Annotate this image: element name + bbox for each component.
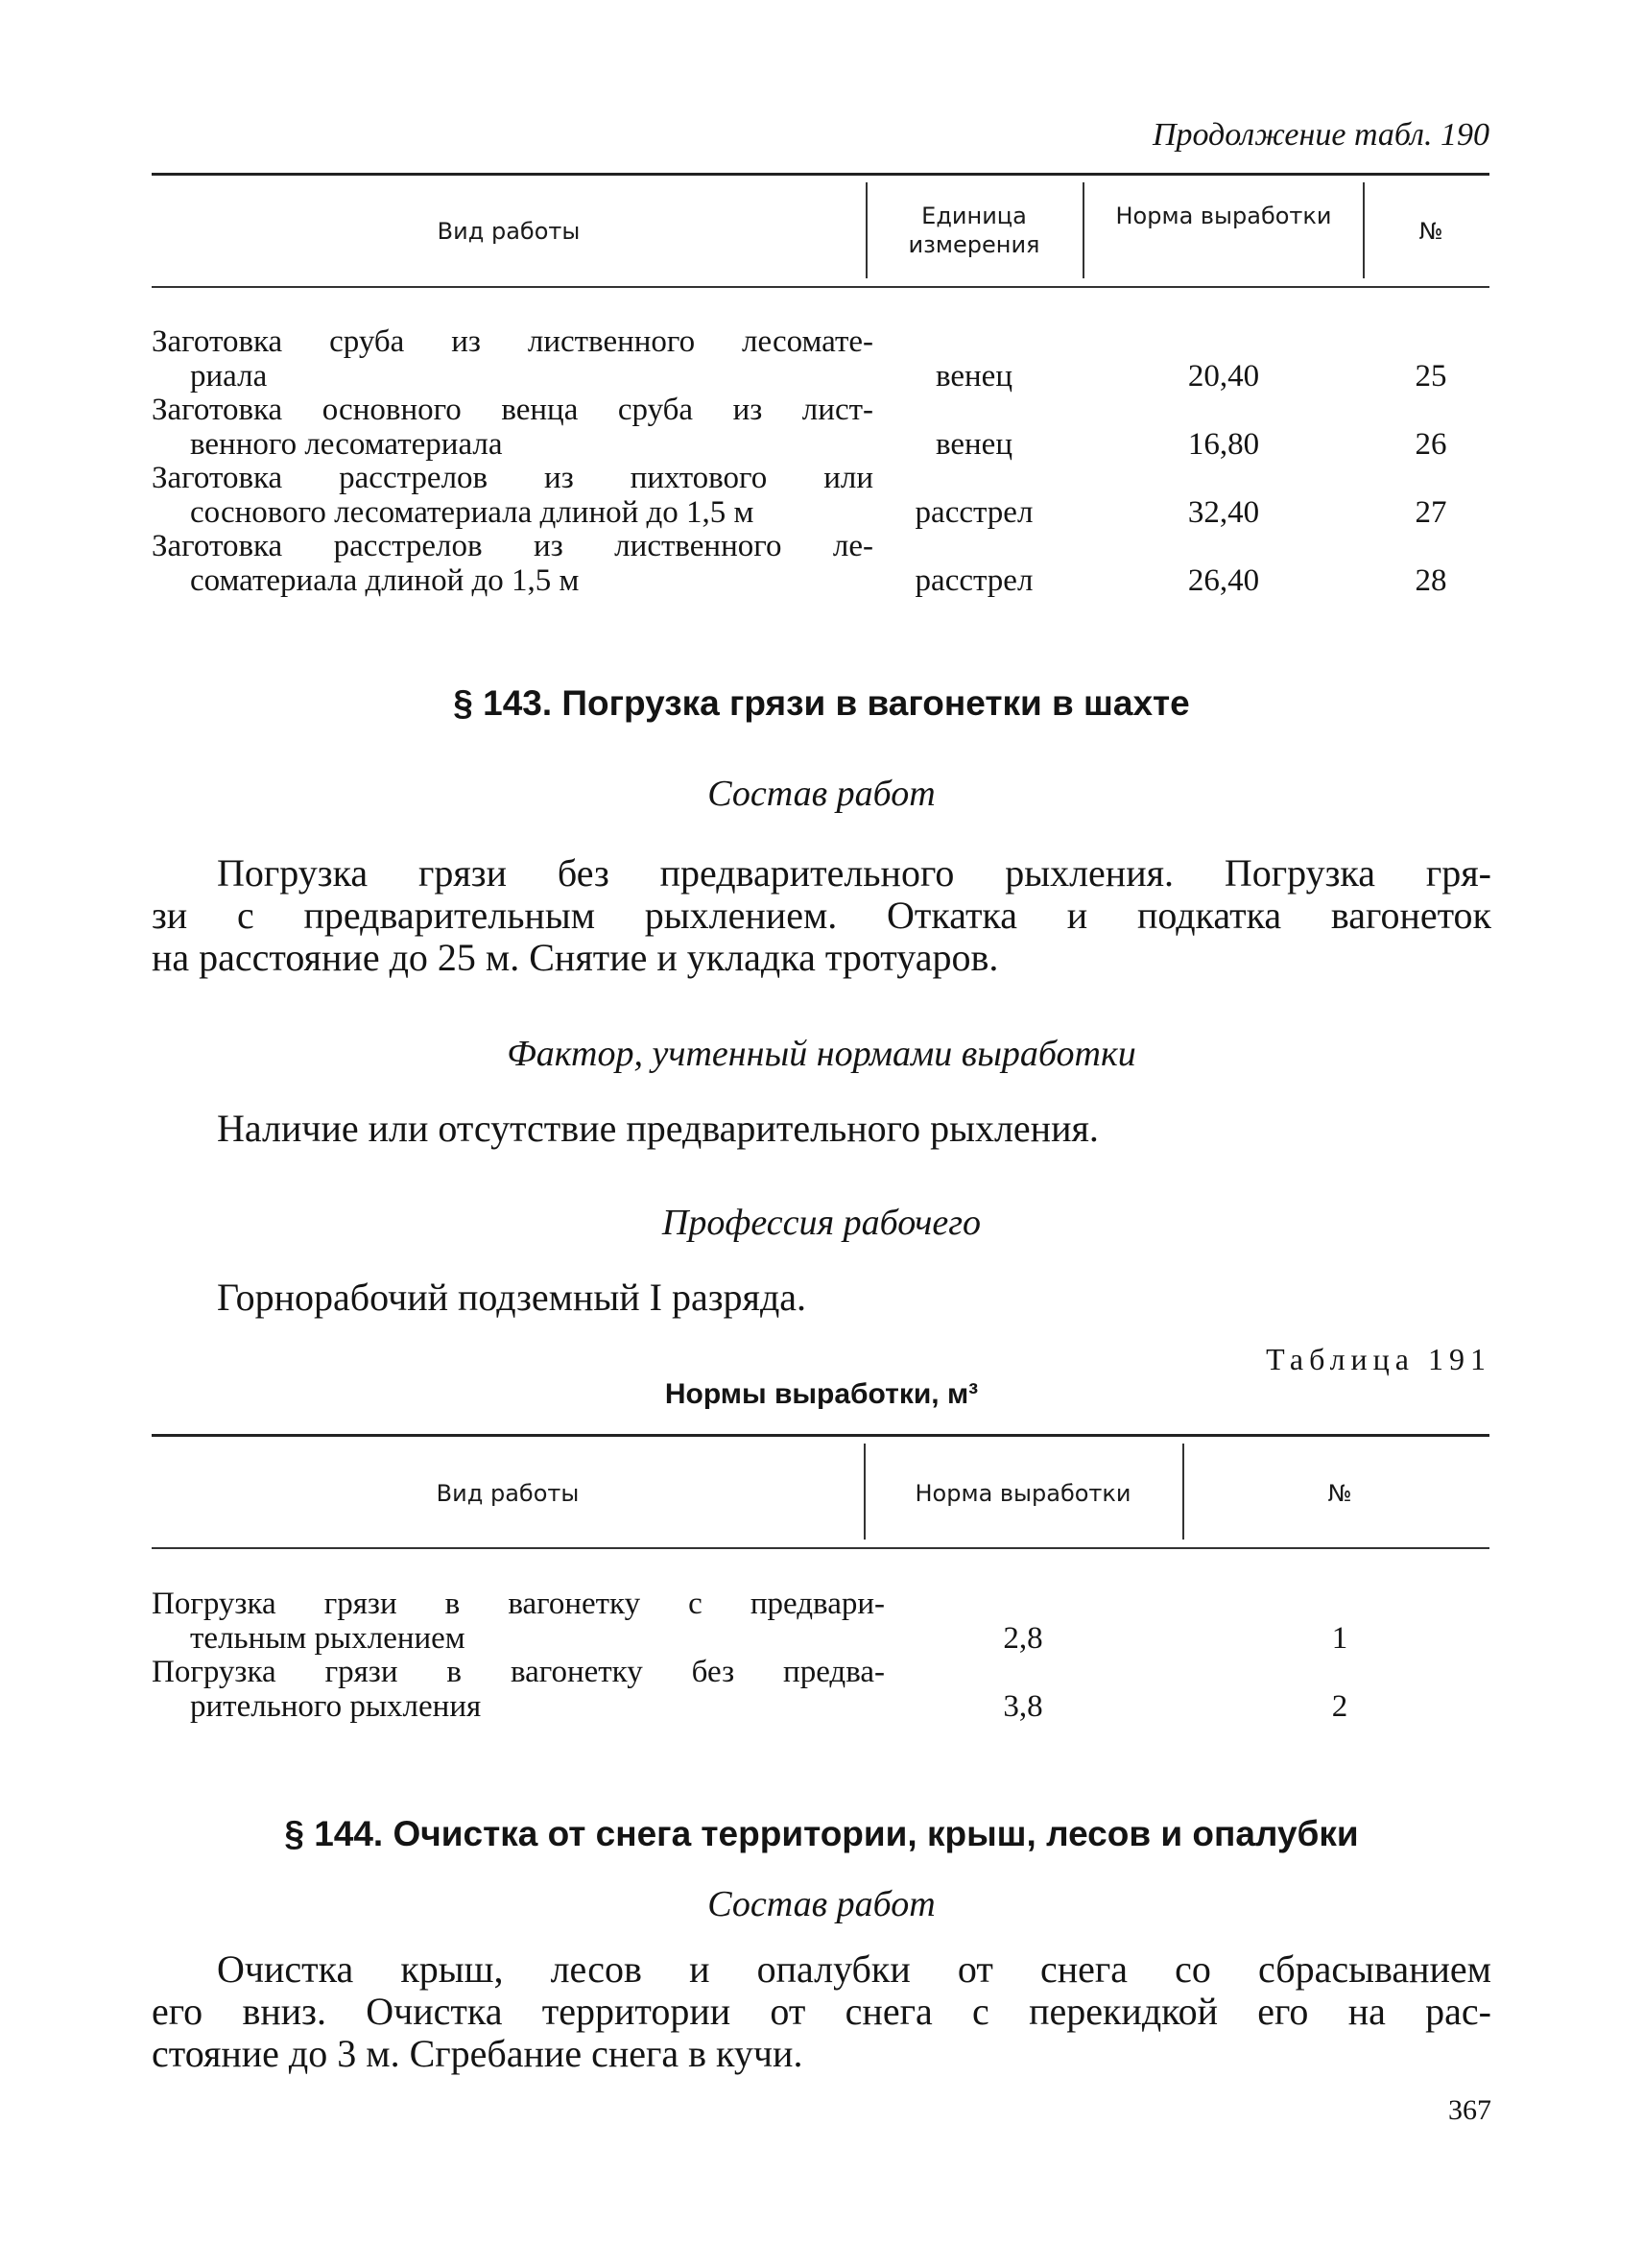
composition-paragraph	[152, 1948, 1491, 2075]
norm-cell: 16,80	[1187, 427, 1260, 462]
number-cell: 27	[1415, 495, 1447, 530]
composition-paragraph	[152, 852, 1491, 979]
section-144-title: § 144. Очистка от снега территории, крыш, лесов и опалубки	[284, 1814, 1359, 1853]
work-description: Заготовка сруба из лиственного лесомате-	[152, 324, 873, 359]
norm-cell: 2,8	[1003, 1621, 1043, 1656]
paragraph-line: Наличие или отсутствие предварительного рыхления.	[217, 1107, 1099, 1150]
column-header-norm: Норма выработки	[1115, 203, 1332, 229]
number-cell: 26	[1415, 427, 1447, 462]
column-divider	[866, 182, 868, 278]
norm-cell: 3,8	[1003, 1689, 1043, 1724]
paragraph-line: Очистка крыш, лесов и опалубки от снега со сбрасыванием	[217, 1947, 1491, 1991]
factor-paragraph	[152, 1108, 1491, 1150]
unit-cell: венец	[935, 359, 1012, 394]
paragraph-line: стояние до 3 м. Сгребание снега в кучи.	[152, 2032, 803, 2075]
norm-cell: 26,40	[1187, 563, 1260, 598]
table-top-rule	[152, 1434, 1489, 1437]
table-continuation-caption: Продолжение табл. 190	[1152, 117, 1489, 153]
work-description-cont: соматериала длиной до 1,5 м	[190, 563, 580, 598]
page-number: 367	[1448, 2094, 1491, 2126]
column-header-unit: Единица измерения	[908, 203, 1040, 258]
column-header-work: Вид работы	[437, 218, 581, 245]
column-header-norm: Норма выработки	[915, 1480, 1131, 1507]
table-header-rule	[152, 286, 1489, 288]
unit-cell: венец	[935, 427, 1012, 462]
column-header-work: Вид работы	[436, 1480, 580, 1507]
paragraph-line: на расстояние до 25 м. Снятие и укладка тротуаров.	[152, 936, 999, 979]
composition-heading: Состав работ	[707, 1884, 936, 1924]
norm-cell: 20,40	[1187, 359, 1260, 394]
paragraph-line: Погрузка грязи без предварительного рыхления. Погрузка гря-	[217, 851, 1491, 895]
paragraph-line: Горнорабочий подземный I разряда.	[217, 1276, 807, 1319]
column-divider	[1182, 1444, 1184, 1540]
number-cell: 28	[1415, 563, 1447, 598]
table-191-label: Таблица 191	[1266, 1342, 1491, 1376]
work-description: Погрузка грязи в вагонетку с предвари-	[152, 1587, 885, 1621]
work-description: Заготовка расстрелов из пихтового или	[152, 461, 873, 495]
column-divider	[864, 1444, 866, 1540]
work-description-cont: рительного рыхления	[190, 1689, 482, 1724]
number-cell: 1	[1331, 1621, 1348, 1656]
column-header-num: №	[1327, 1480, 1352, 1507]
work-description-cont: тельным рыхлением	[190, 1621, 465, 1656]
table-191-title: Нормы выработки, м³	[664, 1378, 979, 1410]
profession-paragraph	[152, 1277, 1491, 1319]
work-description: Заготовка расстрелов из лиственного ле-	[152, 529, 873, 563]
column-divider	[1363, 182, 1365, 278]
work-description-cont: соснового лесоматериала длиной до 1,5 м	[190, 495, 754, 530]
work-description-cont: риала	[190, 359, 268, 394]
norm-cell: 32,40	[1187, 495, 1260, 530]
composition-heading: Состав работ	[707, 774, 936, 814]
paragraph-line: зи с предварительным рыхлением. Откатка и подкатка вагонеток	[152, 894, 1491, 937]
work-description: Заготовка основного венца сруба из лист-	[152, 393, 873, 427]
column-divider	[1083, 182, 1084, 278]
factor-heading: Фактор, учтенный нормами выработки	[507, 1034, 1136, 1074]
paragraph-line: его вниз. Очистка территории от снега с перекидкой его на рас-	[152, 1990, 1491, 2033]
table-header-rule	[152, 1547, 1489, 1549]
section-143-title: § 143. Погрузка грязи в вагонетки в шахте	[453, 683, 1190, 723]
work-description: Погрузка грязи в вагонетку без предва-	[152, 1655, 885, 1689]
table-top-rule	[152, 173, 1489, 176]
unit-cell: расстрел	[915, 563, 1034, 598]
profession-heading: Профессия рабочего	[661, 1203, 982, 1243]
work-description-cont: венного лесоматериала	[190, 427, 503, 462]
number-cell: 25	[1415, 359, 1447, 394]
number-cell: 2	[1331, 1689, 1348, 1724]
unit-cell: расстрел	[915, 495, 1034, 530]
column-header-num: №	[1418, 218, 1443, 245]
